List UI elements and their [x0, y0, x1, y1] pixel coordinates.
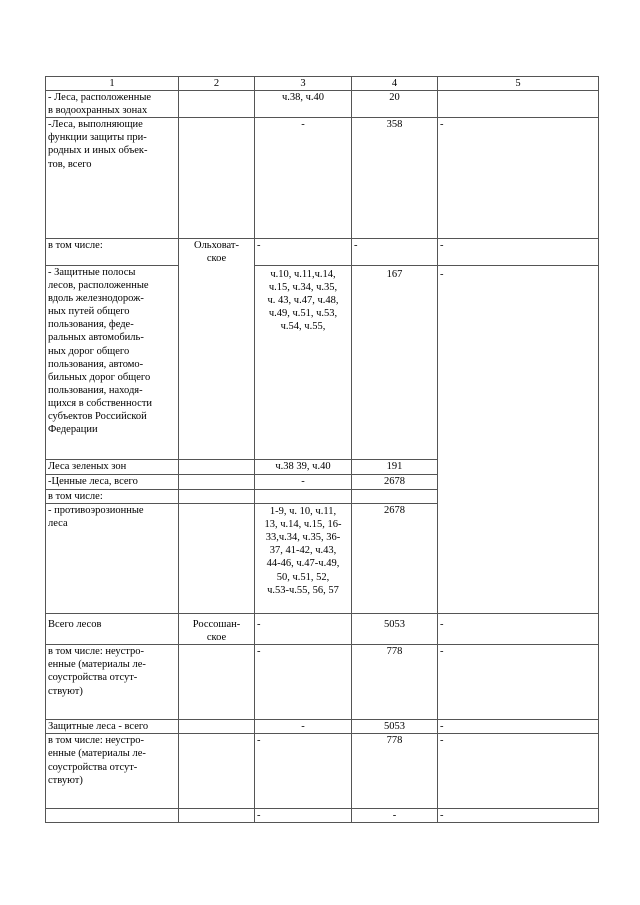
cell — [438, 504, 599, 614]
cell — [179, 809, 255, 823]
cell — [179, 91, 255, 118]
header-col-2: 2 — [179, 77, 255, 91]
cell: 2678 — [352, 504, 438, 614]
cell — [179, 504, 255, 614]
table-row — [46, 91, 599, 118]
cell — [352, 489, 438, 503]
cell: ч.38, ч.40 — [255, 91, 352, 118]
table-row — [46, 474, 599, 489]
cell: - — [438, 239, 599, 266]
cell — [438, 489, 599, 503]
cell: - — [438, 809, 599, 823]
cell: 778 — [352, 645, 438, 720]
table-row — [46, 459, 599, 474]
cell: Защитные леса - всего — [46, 720, 179, 734]
cell: ч.10, ч.11,ч.14, ч.15, ч.34, ч.35, ч. 43, ч.47, ч.48, ч.49, ч.51, ч.53, ч.54, ч.55, — [255, 265, 352, 459]
cell: - — [255, 734, 352, 809]
cell: - — [352, 239, 438, 266]
cell: Леса зеленых зон — [46, 459, 179, 474]
cell — [179, 645, 255, 720]
header-col-5: 5 — [438, 77, 599, 91]
cell: 2678 — [352, 474, 438, 489]
cell: - Защитные полосы лесов, расположенные вдоль железнодорож- ных путей общего пользования, феде- ральных автомобиль- ных дорог общего пользования, автомо- бильных дорог общего пользования, находя- щихся в собственности субъектов Российской Федерации — [46, 265, 179, 459]
cell: - — [438, 645, 599, 720]
cell: -Леса, выполняющие функции защиты при- родных и иных объек- тов, всего — [46, 118, 179, 239]
table-row — [46, 265, 599, 459]
cell: - — [255, 809, 352, 823]
cell — [255, 489, 352, 503]
header-col-3: 3 — [255, 77, 352, 91]
cell: -Ценные леса, всего — [46, 474, 179, 489]
table-row — [46, 720, 599, 734]
cell: 20 — [352, 91, 438, 118]
cell: - — [255, 720, 352, 734]
cell: - — [255, 614, 352, 645]
table-row — [46, 734, 599, 809]
cell: - — [438, 720, 599, 734]
cell: - — [255, 474, 352, 489]
header-col-4: 4 — [352, 77, 438, 91]
table-row — [46, 614, 599, 645]
header-row — [46, 77, 599, 91]
cell: Всего лесов — [46, 614, 179, 645]
cell: 167 — [352, 265, 438, 459]
cell: - Леса, расположенные в водоохранных зонах — [46, 91, 179, 118]
cell — [438, 474, 599, 489]
cell: 358 — [352, 118, 438, 239]
cell: 778 — [352, 734, 438, 809]
cell — [46, 809, 179, 823]
cell: Ольховат- ское — [179, 239, 255, 266]
cell: 191 — [352, 459, 438, 474]
cell — [179, 459, 255, 474]
cell: в том числе: — [46, 239, 179, 266]
cell — [179, 489, 255, 503]
table-row — [46, 239, 599, 266]
cell: - — [255, 239, 352, 266]
cell: - — [438, 118, 599, 239]
table-row — [46, 504, 599, 614]
cell: - — [255, 645, 352, 720]
cell — [179, 720, 255, 734]
cell — [179, 734, 255, 809]
table-row — [46, 809, 599, 823]
cell: - — [255, 118, 352, 239]
table-row — [46, 118, 599, 239]
cell: 1-9, ч. 10, ч.11, 13, ч.14, ч.15, 16- 33,ч.34, ч.35, 36- 37, 41-42, ч.43, 44-46, ч.47-ч.49, 50, ч.51, 52, ч.53-ч.55, 56, 57 — [255, 504, 352, 614]
header-col-1: 1 — [46, 77, 179, 91]
cell — [179, 118, 255, 239]
cell: 5053 — [352, 614, 438, 645]
cell — [438, 459, 599, 474]
table-row — [46, 645, 599, 720]
cell: - — [438, 614, 599, 645]
cell: в том числе: — [46, 489, 179, 503]
cell: - противоэрозионные леса — [46, 504, 179, 614]
cell: Россошан- ское — [179, 614, 255, 645]
cell — [438, 91, 599, 118]
cell: в том числе: неустро- енные (материалы ле- соустройства отсут- ствуют) — [46, 645, 179, 720]
table-row — [46, 489, 599, 503]
cell — [179, 265, 255, 459]
cell — [179, 474, 255, 489]
cell: - — [438, 734, 599, 809]
cell: 5053 — [352, 720, 438, 734]
cell: ч.38 39, ч.40 — [255, 459, 352, 474]
cell: - — [438, 265, 599, 459]
forest-table — [45, 76, 599, 823]
cell: - — [352, 809, 438, 823]
cell: в том числе: неустро- енные (материалы ле- соустройства отсут- ствуют) — [46, 734, 179, 809]
